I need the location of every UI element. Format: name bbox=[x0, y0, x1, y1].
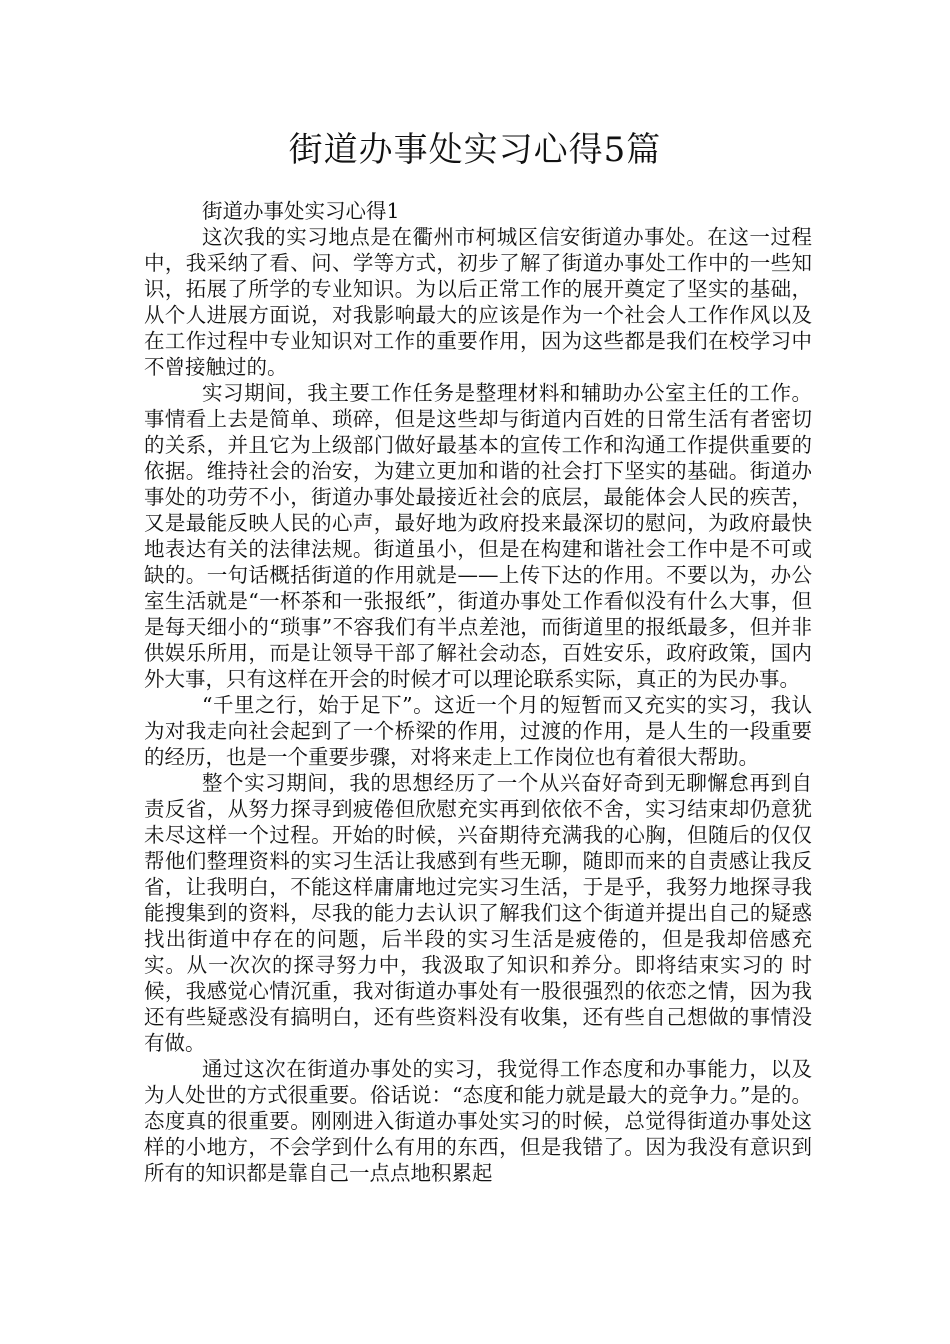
paragraph-1: 这次我的实习地点是在衢州市柯城区信安街道办事处。在这一过程中，我采纳了看、问、学等方式，初步了解了街道办事处工作中的一些知识，拓展了所学的专业知识。为以后正常工作的展开奠定了坚实的基础，从个人进展方面说，对我影响最大的应该是作为一个社会人工作作风以及在工作过程中专业知识对工作的重要作用，因为这些都是我们在校学习中不曾接触过的。 bbox=[144, 225, 812, 379]
section-heading: 街道办事处实习心得1 bbox=[202, 199, 400, 223]
paragraph-4: 整个实习期间，我的思想经历了一个从兴奋好奇到无聊懈怠再到自责反省，从努力探寻到疲倦但欣慰充实再到依依不舍，实习结束却仍意犹未尽这样一个过程。开始的时候，兴奋期待充满我的心胸，但随后的仅仅帮他们整理资料的实习生活让我感到有些无聊，随即而来的自责感让我反省，让我明白，不能这样庸庸地过完实习生活，于是乎，我努力地探寻我能搜集到的资料，尽我的能力去认识了解我们这个街道并提出自己的疑惑找出街道中存在的问题，后半段的实习生活是疲倦的，但是我却倍感充实。从一次次的探寻努力中，我汲取了知识和养分。即将结束实习的 时候，我感觉心情沉重，我对街道办事处有一股很强烈的依恋之情，因为我还有些疑惑没有搞明白，还有些资料没有收集，还有些自己想做的事情没有做。 bbox=[144, 771, 812, 1055]
paragraph-3: “千里之行，始于足下”。这近一个月的短暂而又充实的实习，我认为对我走向社会起到了一个桥梁的作用，过渡的作用，是人生的一段重要的经历，也是一个重要步骤，对将来走上工作岗位也有着很大帮助。 bbox=[144, 693, 812, 769]
document-title: 街道办事处实习心得5篇 bbox=[288, 130, 662, 170]
paragraph-2: 实习期间，我主要工作任务是整理材料和辅助办公室主任的工作。事情看上去是简单、琐碎，但是这些却与街道内百姓的日常生活有者密切的关系，并且它为上级部门做好最基本的宣传工作和沟通工作提供重要的依据。维持社会的治安，为建立更加和谐的社会打下坚实的基础。街道办事处的功劳不小，街道办事处最接近社会的底层，最能体会人民的疾苦，又是最能反映人民的心声，最好地为政府投来最深切的慰问，为政府最快地表达有关的法律法规。街道虽小，但是在构建和谐社会工作中是不可或缺的。一句话概括街道的作用就是——上传下达的作用。不要以为，办公室生活就是“一杯茶和一张报纸”，街道办事处工作看似没有什么大事，但是每天细小的“琐事”不容我们有半点差池，而街道里的报纸最多，但并非供娱乐所用，而是让领导干部了解社会动态，百姓安乐，政府政策，国内外大事，只有这样在开会的时候才可以理论联系实际，真正的为民办事。 bbox=[144, 381, 812, 691]
document-body bbox=[144, 198, 812, 1186]
paragraph-5: 通过这次在街道办事处的实习，我觉得工作态度和办事能力，以及为人处世的方式很重要。俗话说：“态度和能力就是最大的竞争力。”是的。态度真的很重要。刚刚进入街道办事处实习的时候，总觉得街道办事处这样的小地方，不会学到什么有用的东西，但是我错了。因为我没有意识到所有的知识都是靠自己一点点地积累起 bbox=[144, 1057, 812, 1185]
